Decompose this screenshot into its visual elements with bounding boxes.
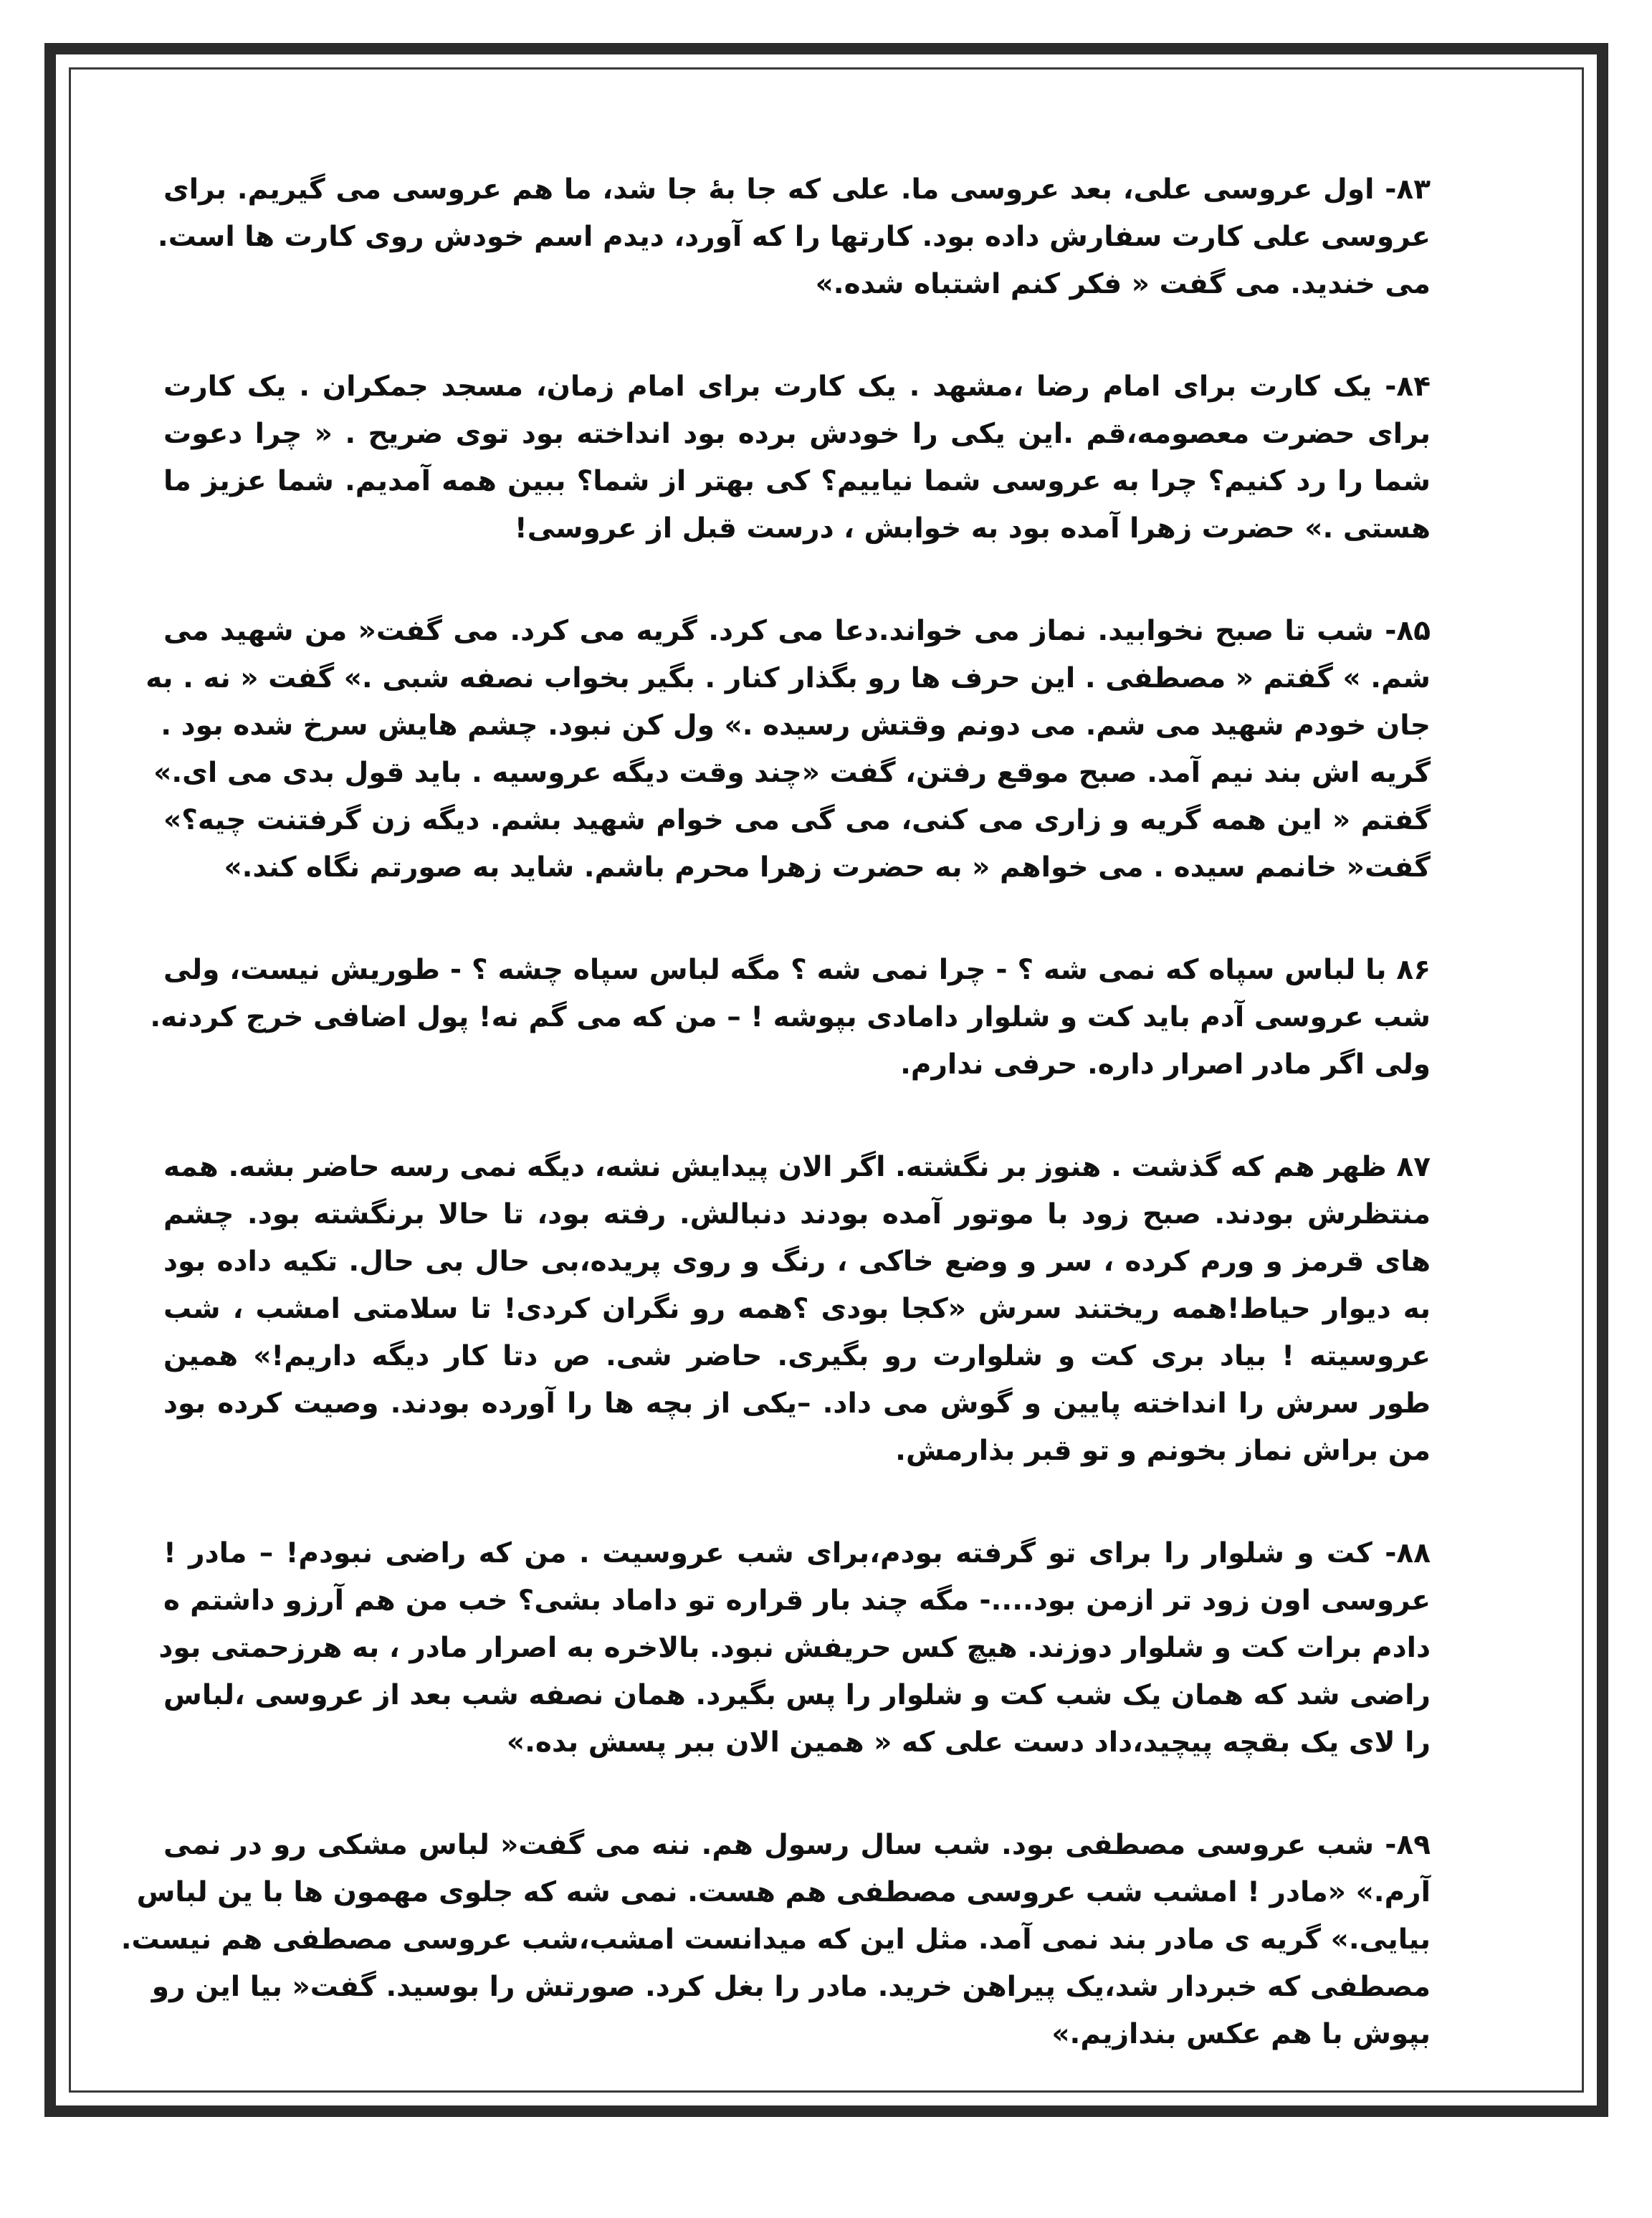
text-line: عروسیته ! بیاد بری کت و شلوارت رو بگیری. حاضر شی. ص دتا کار دیگه داریم!» همین <box>163 1340 1431 1372</box>
text-line: آرم.» «مادر ! امشب شب عروسی مصطفی هم هست. نمی شه که جلوی مهمون ها با ین لباس <box>136 1876 1431 1908</box>
paragraph-86 <box>150 947 1431 1089</box>
text-line: هستی .» حضرت زهرا آمده بود به خوابش ، درست قبل از عروسی! <box>514 512 1431 545</box>
text-line: ۸۷ ظهر هم که گذشت . هنوز بر نگشته. اگر الان پیدایش نشه، دیگه نمی رسه حاضر بشه. همه <box>163 1151 1431 1183</box>
paragraph-89 <box>120 1822 1431 2058</box>
text-line: منتظرش بودند. صبح زود با موتور آمده بودند دنبالش. رفته بود، تا حالا برنگشته بود. چشم <box>163 1198 1431 1230</box>
text-line: گریه اش بند نیم آمد. صبح موقع رفتن، گفت «چند وقت دیگه عروسیه . باید قول بدی می ای.» <box>153 757 1431 789</box>
paragraph-88 <box>158 1530 1431 1767</box>
text-line: بپوش با هم عکس بندازیم.» <box>1051 2018 1431 2050</box>
paragraph-84 <box>163 363 1431 553</box>
text-line: برای حضرت معصومه،قم .این یکی را خودش برده بود انداخته بود توی ضریح . « چرا دعوت <box>163 418 1431 450</box>
text-line: به دیوار حیاط!همه ریختند سرش «کجا بودی ؟همه رو نگران کردی! تا سلامتی امشب ، شب <box>163 1293 1431 1325</box>
paragraph-83 <box>157 166 1431 308</box>
text-line: راضی شد که همان یک شب کت و شلوار را پس بگیرد. همان نصفه شب بعد از عروسی ،لباس <box>163 1679 1431 1711</box>
text-line: ولی اگر مادر اصرار داره. حرفی ندارم. <box>900 1048 1431 1081</box>
text-line: ۸۵- شب تا صبح نخوابید. نماز می خواند.دعا می کرد. گریه می کرد. می گفت« من شهید می <box>163 615 1431 647</box>
text-line: ۸۴- یک کارت برای امام رضا ،مشهد . یک کارت برای امام زمان، مسجد جمکران . یک کارت <box>163 371 1431 403</box>
text-line: عروسی علی کارت سفارش داده بود. کارتها را که آورد، دیدم اسم خودش روی کارت ها است. <box>157 221 1431 253</box>
text-line: را لای یک بقچه پیچید،داد دست علی که « همین الان ببر پسش بده.» <box>506 1726 1431 1759</box>
text-line: دادم برات کت و شلوار دوزند. هیچ کس حریفش نبود. بالاخره به اصرار مادر ، به هرزحمتی بود <box>158 1632 1431 1664</box>
text-line: می خندید. می گفت « فکر کنم اشتباه شده.» <box>815 268 1431 300</box>
text-line: من براش نماز بخونم و تو قبر بذارمش. <box>895 1435 1431 1467</box>
text-line: های قرمز و ورم کرده ، سر و وضع خاکی ، رنگ و روی پریده،بی حال بی حال. تکیه داده بود <box>163 1246 1431 1278</box>
document-body <box>120 166 1431 2113</box>
text-line: شما را رد کنیم؟ چرا به عروسی شما نیاییم؟ کی بهتر از شما؟ ببین همه آمدیم. شما عزیز ما <box>163 465 1431 497</box>
text-line: جان خودم شهید می شم. می دونم وقتش رسیده .» ول کن نبود. چشم هایش سرخ شده بود . <box>161 709 1431 742</box>
text-line: ۸۳- اول عروسی علی، بعد عروسی ما. علی که جا بهٔ جا شد، ما هم عروسی می گیریم. برای <box>163 173 1431 206</box>
text-line: شب عروسی آدم باید کت و شلوار دامادی بپوشه ! – من که می گم نه! پول اضافی خرج کردنه. <box>150 1001 1431 1033</box>
paragraph-85 <box>145 608 1431 891</box>
text-line: بیایی.» گریه ی مادر بند نمی آمد. مثل این که میدانست امشب،شب عروسی مصطفی هم نیست. <box>120 1923 1431 1956</box>
text-line: ۸۶ با لباس سپاه که نمی شه ؟ - چرا نمی شه ؟ مگه لباس سپاه چشه ؟ - طوریش نیست، ولی <box>163 954 1431 986</box>
text-line: طور سرش را انداخته پایین و گوش می داد. –یکی از بچه ها را آورده بودند. وصیت کرده بود <box>163 1387 1431 1420</box>
text-line: ۸۸- کت و شلوار را برای تو گرفته بودم،برای شب عروسیت . من که راضی نبودم! – مادر ! <box>163 1537 1431 1569</box>
text-line: عروسی اون زود تر ازمن بود....- مگه چند بار قراره تو داماد بشی؟ خب من هم آرزو داشتم ه <box>163 1584 1431 1617</box>
text-line: ۸۹- شب عروسی مصطفی بود. شب سال رسول هم. ننه می گفت« لباس مشکی رو در نمی <box>163 1829 1431 1861</box>
paragraph-87 <box>163 1144 1431 1475</box>
text-line: گفتم « این همه گریه و زاری می کنی، می گی می خوام شهید بشم. دیگه زن گرفتنت چیه؟» <box>163 804 1431 836</box>
text-line: مصطفی که خبردار شد،یک پیراهن خرید. مادر را بغل کرد. صورتش را بوسید. گفت« بیا این رو <box>151 1971 1431 2003</box>
text-line: گفت« خانمم سیده . می خواهم « به حضرت زهرا محرم باشم. شاید به صورتم نگاه کند.» <box>224 851 1431 884</box>
text-line: شم. » گفتم « مصطفی . این حرف ها رو بگذار کنار . بگیر بخواب نصفه شبی .» گفت « نه . به <box>145 662 1431 694</box>
